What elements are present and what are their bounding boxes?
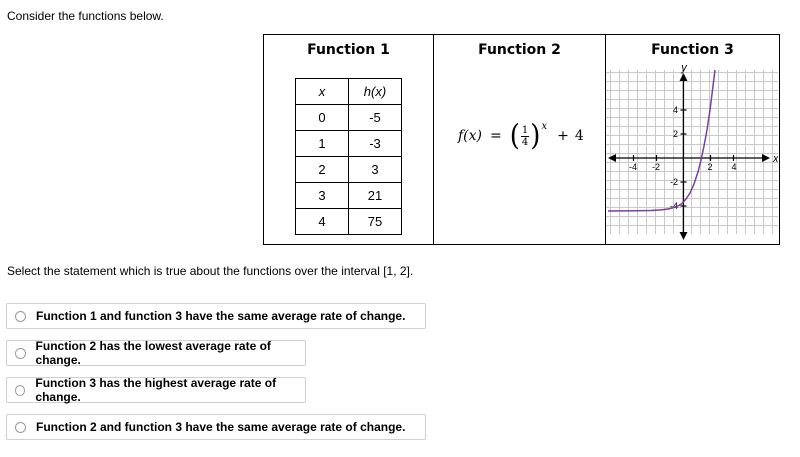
hx-cell: -3 (349, 131, 402, 157)
formula-constant: 4 (574, 128, 584, 144)
functions-table (263, 34, 780, 245)
function2-title: Function 2 (478, 42, 561, 58)
hx-cell: -5 (349, 105, 402, 131)
y-axis (681, 78, 687, 234)
option-label: Function 1 and function 3 have the same average rate of change. (36, 309, 406, 323)
fraction (521, 125, 529, 148)
x-axis (612, 155, 764, 161)
x-cell: 1 (296, 131, 349, 157)
y-axis-down-arrow (680, 232, 688, 240)
hx-header: h(x) (349, 79, 402, 105)
function2-column (434, 35, 606, 244)
function3-title: Function 3 (651, 42, 734, 58)
function1-title: Function 1 (307, 42, 390, 58)
formula-plus: + (557, 128, 569, 144)
x-axis-right-arrow (762, 154, 770, 162)
left-paren: ( (509, 119, 520, 153)
x-tick-label: 4 (731, 162, 737, 172)
formula-lhs: f(x) (458, 128, 483, 144)
function2-formula (458, 119, 584, 153)
function1-column (264, 35, 434, 244)
answer-option-1[interactable] (6, 303, 426, 329)
function3-column (606, 35, 779, 244)
option-label: Function 2 has the lowest average rate of change. (35, 339, 271, 367)
grid-lines (606, 70, 778, 234)
x-axis-label: x (773, 153, 778, 165)
y-axis-label: y (681, 62, 687, 74)
fraction-denominator: 4 (521, 136, 529, 148)
x-cell: 0 (296, 105, 349, 131)
option-label: Function 2 and function 3 have the same average rate of change. (36, 420, 406, 434)
answer-option-4[interactable] (6, 414, 426, 440)
y-tick-label: 4 (672, 105, 678, 115)
x-cell: 3 (296, 183, 349, 209)
x-header: x (296, 79, 349, 105)
table-row (296, 157, 402, 183)
question-text: Select the statement which is true about the functions over the interval [1, 2]. (7, 264, 414, 278)
formula-exponent: x (541, 120, 548, 132)
radio-button[interactable] (15, 385, 25, 396)
function3-graph (606, 62, 778, 244)
hx-cell: 21 (349, 183, 402, 209)
x-tick-label: -2 (651, 162, 661, 172)
x-cell: 4 (296, 209, 349, 235)
intro-text: Consider the functions below. (7, 9, 164, 23)
y-tick-label: -2 (669, 177, 678, 187)
formula-equals: = (490, 128, 502, 144)
radio-button[interactable] (15, 348, 26, 359)
y-tick-label: 2 (672, 129, 678, 139)
x-cell: 2 (296, 157, 349, 183)
y-axis-up-arrow (680, 73, 688, 81)
fraction-numerator: 1 (521, 124, 529, 136)
hx-cell: 3 (349, 157, 402, 183)
table-row (296, 183, 402, 209)
table-row (296, 209, 402, 235)
x-tick-label: -4 (628, 162, 638, 172)
option-label: Function 3 has the highest average rate of change. (35, 376, 277, 404)
y-tick-label: -4 (669, 201, 678, 211)
x-axis-left-arrow (608, 154, 616, 162)
x-tick-label: 2 (707, 162, 713, 172)
table-row (296, 131, 402, 157)
radio-button[interactable] (15, 422, 26, 433)
hx-cell: 75 (349, 209, 402, 235)
answer-option-3[interactable] (6, 377, 306, 403)
right-paren: ) (530, 119, 541, 153)
answer-option-2[interactable] (6, 340, 306, 366)
table-row (296, 105, 402, 131)
radio-button[interactable] (15, 311, 26, 322)
function1-value-table (295, 78, 402, 235)
